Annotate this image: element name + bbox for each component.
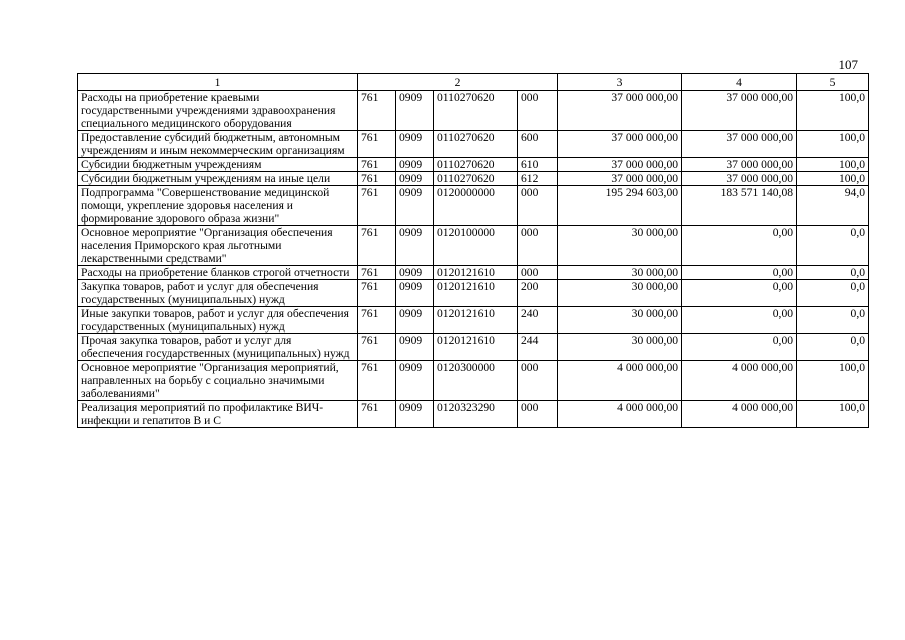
row-admin-code: 761 xyxy=(358,361,396,401)
row-name: Основное мероприятие "Организация обеспечения населения Приморского края льготными лекарственными средствами" xyxy=(78,226,358,266)
row-percent: 100,0 xyxy=(797,131,869,158)
row-section-code: 0909 xyxy=(396,280,434,307)
row-plan-amount: 37 000 000,00 xyxy=(558,131,682,158)
table-row xyxy=(78,131,869,158)
row-target-code: 0110270620 xyxy=(434,131,518,158)
table-row xyxy=(78,226,869,266)
row-fact-amount: 0,00 xyxy=(682,266,797,280)
table-row xyxy=(78,307,869,334)
row-section-code: 0909 xyxy=(396,91,434,131)
row-type-code: 000 xyxy=(518,226,558,266)
row-section-code: 0909 xyxy=(396,401,434,428)
row-percent: 94,0 xyxy=(797,186,869,226)
row-type-code: 000 xyxy=(518,266,558,280)
row-target-code: 0120323290 xyxy=(434,401,518,428)
row-plan-amount: 30 000,00 xyxy=(558,266,682,280)
header-col-2: 2 xyxy=(358,74,558,91)
row-plan-amount: 30 000,00 xyxy=(558,226,682,266)
row-fact-amount: 0,00 xyxy=(682,280,797,307)
row-plan-amount: 37 000 000,00 xyxy=(558,172,682,186)
row-fact-amount: 4 000 000,00 xyxy=(682,361,797,401)
row-section-code: 0909 xyxy=(396,186,434,226)
row-fact-amount: 37 000 000,00 xyxy=(682,158,797,172)
row-plan-amount: 4 000 000,00 xyxy=(558,361,682,401)
row-plan-amount: 4 000 000,00 xyxy=(558,401,682,428)
row-type-code: 000 xyxy=(518,361,558,401)
row-admin-code: 761 xyxy=(358,158,396,172)
row-name: Иные закупки товаров, работ и услуг для обеспечения государственных (муниципальных) нужд xyxy=(78,307,358,334)
row-fact-amount: 0,00 xyxy=(682,334,797,361)
row-section-code: 0909 xyxy=(396,158,434,172)
row-type-code: 000 xyxy=(518,401,558,428)
row-type-code: 600 xyxy=(518,131,558,158)
row-section-code: 0909 xyxy=(396,131,434,158)
row-percent: 0,0 xyxy=(797,334,869,361)
row-fact-amount: 183 571 140,08 xyxy=(682,186,797,226)
row-admin-code: 761 xyxy=(358,334,396,361)
row-admin-code: 761 xyxy=(358,266,396,280)
row-plan-amount: 37 000 000,00 xyxy=(558,158,682,172)
row-name: Подпрограмма "Совершенствование медицинской помощи, укрепление здоровья населения и формирование здорового образа жизни" xyxy=(78,186,358,226)
row-target-code: 0110270620 xyxy=(434,172,518,186)
table-row xyxy=(78,361,869,401)
row-fact-amount: 37 000 000,00 xyxy=(682,172,797,186)
table-row xyxy=(78,91,869,131)
row-admin-code: 761 xyxy=(358,172,396,186)
row-type-code: 610 xyxy=(518,158,558,172)
row-name: Расходы на приобретение бланков строгой отчетности xyxy=(78,266,358,280)
row-type-code: 200 xyxy=(518,280,558,307)
row-percent: 0,0 xyxy=(797,226,869,266)
row-percent: 100,0 xyxy=(797,401,869,428)
page-number: 107 xyxy=(838,57,858,72)
row-type-code: 244 xyxy=(518,334,558,361)
row-type-code: 240 xyxy=(518,307,558,334)
row-percent: 100,0 xyxy=(797,361,869,401)
table-header-row xyxy=(78,74,869,91)
table-row xyxy=(78,280,869,307)
header-col-4: 4 xyxy=(682,74,797,91)
row-target-code: 0120300000 xyxy=(434,361,518,401)
table-row xyxy=(78,172,869,186)
row-type-code: 000 xyxy=(518,91,558,131)
row-name: Субсидии бюджетным учреждениям xyxy=(78,158,358,172)
row-fact-amount: 0,00 xyxy=(682,307,797,334)
row-name: Реализация мероприятий по профилактике ВИЧ-инфекции и гепатитов В и С xyxy=(78,401,358,428)
table-row xyxy=(78,158,869,172)
row-fact-amount: 37 000 000,00 xyxy=(682,131,797,158)
table-row xyxy=(78,334,869,361)
budget-table xyxy=(77,73,869,428)
header-col-3: 3 xyxy=(558,74,682,91)
row-section-code: 0909 xyxy=(396,266,434,280)
row-admin-code: 761 xyxy=(358,226,396,266)
row-admin-code: 761 xyxy=(358,280,396,307)
table-row xyxy=(78,186,869,226)
table-row xyxy=(78,401,869,428)
row-percent: 0,0 xyxy=(797,266,869,280)
row-plan-amount: 30 000,00 xyxy=(558,334,682,361)
row-target-code: 0110270620 xyxy=(434,91,518,131)
row-admin-code: 761 xyxy=(358,131,396,158)
table-body xyxy=(78,91,869,428)
row-section-code: 0909 xyxy=(396,172,434,186)
row-section-code: 0909 xyxy=(396,307,434,334)
row-admin-code: 761 xyxy=(358,91,396,131)
row-target-code: 0120121610 xyxy=(434,280,518,307)
row-plan-amount: 195 294 603,00 xyxy=(558,186,682,226)
row-admin-code: 761 xyxy=(358,186,396,226)
row-target-code: 0120121610 xyxy=(434,307,518,334)
row-percent: 100,0 xyxy=(797,158,869,172)
row-plan-amount: 30 000,00 xyxy=(558,280,682,307)
row-target-code: 0120121610 xyxy=(434,266,518,280)
row-plan-amount: 30 000,00 xyxy=(558,307,682,334)
table-row xyxy=(78,266,869,280)
row-name: Субсидии бюджетным учреждениям на иные цели xyxy=(78,172,358,186)
row-percent: 0,0 xyxy=(797,280,869,307)
row-name: Расходы на приобретение краевыми государственными учреждениями здравоохранения специального медицинского оборудования xyxy=(78,91,358,131)
row-target-code: 0110270620 xyxy=(434,158,518,172)
row-target-code: 0120000000 xyxy=(434,186,518,226)
header-col-1: 1 xyxy=(78,74,358,91)
row-percent: 0,0 xyxy=(797,307,869,334)
header-col-5: 5 xyxy=(797,74,869,91)
row-plan-amount: 37 000 000,00 xyxy=(558,91,682,131)
row-name: Предоставление субсидий бюджетным, автономным учреждениям и иным некоммерческим организациям xyxy=(78,131,358,158)
row-fact-amount: 0,00 xyxy=(682,226,797,266)
row-section-code: 0909 xyxy=(396,361,434,401)
row-section-code: 0909 xyxy=(396,226,434,266)
row-fact-amount: 37 000 000,00 xyxy=(682,91,797,131)
row-name: Основное мероприятие "Организация мероприятий, направленных на борьбу с социально значимыми заболеваниями" xyxy=(78,361,358,401)
row-percent: 100,0 xyxy=(797,172,869,186)
row-name: Закупка товаров, работ и услуг для обеспечения государственных (муниципальных) нужд xyxy=(78,280,358,307)
row-target-code: 0120100000 xyxy=(434,226,518,266)
row-section-code: 0909 xyxy=(396,334,434,361)
row-name: Прочая закупка товаров, работ и услуг для обеспечения государственных (муниципальных) нужд xyxy=(78,334,358,361)
row-target-code: 0120121610 xyxy=(434,334,518,361)
row-type-code: 612 xyxy=(518,172,558,186)
row-percent: 100,0 xyxy=(797,91,869,131)
row-admin-code: 761 xyxy=(358,401,396,428)
row-admin-code: 761 xyxy=(358,307,396,334)
row-fact-amount: 4 000 000,00 xyxy=(682,401,797,428)
row-type-code: 000 xyxy=(518,186,558,226)
